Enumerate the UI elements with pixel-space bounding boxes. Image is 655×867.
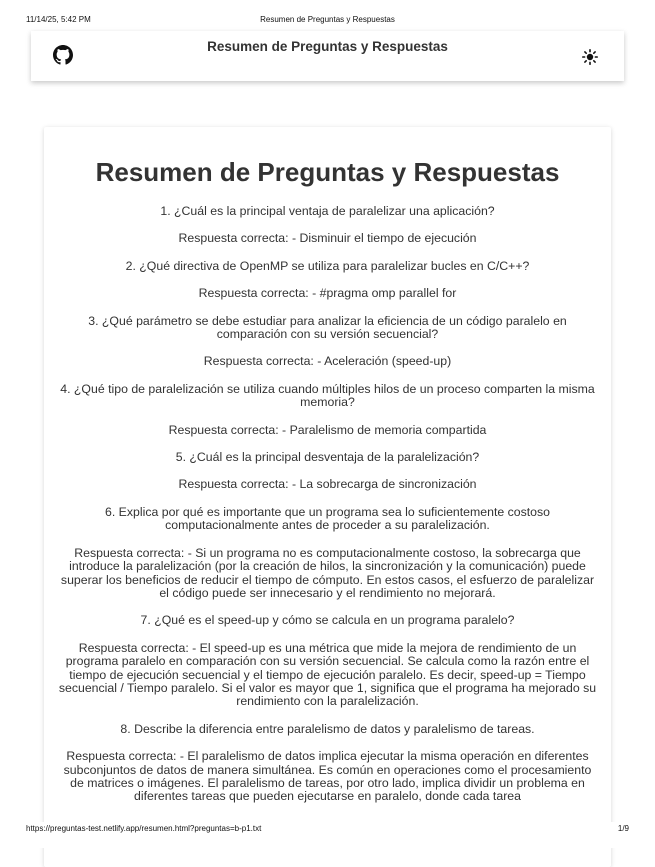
answer-text: Respuesta correcta: - #pragma omp parallel for [198, 286, 457, 301]
print-footer [0, 822, 655, 848]
sun-icon[interactable] [582, 49, 598, 65]
question-text: 2. ¿Qué directiva de OpenMP se utiliza para paralelizar bucles en C/C++? [125, 258, 530, 273]
answer-text: Respuesta correcta: - La sobrecarga de sincronización [178, 477, 477, 492]
page-title: Resumen de Preguntas y Respuestas [95, 157, 560, 187]
answer-text: Respuesta correcta: - El paralelismo de datos implica ejecutar la misma operación en diferentes subconjuntos de datos de manera simultánea. Es común en operaciones como el procesamiento de matrices o imágenes. El paralelismo de tareas, por otro lado, implica dividir un problema en diferentes tareas que pueden ejecutarse en paralelo, donde cada tarea [63, 749, 592, 804]
navbar-title: Resumen de Preguntas y Respuestas [207, 39, 448, 54]
question-text: 5. ¿Cuál es la principal desventaja de la paralelización? [175, 450, 480, 465]
answer-text: Respuesta correcta: - Si un programa no es computacionalmente costoso, la sobrecarga que introduce la paralelización (por la creación de hilos, la sincronización y la comunicación) puede superar los beneficios de reducir el tiempo de cómputo. En estos casos, el esfuerzo de paralelizar el código puede ser innecesario y el rendimiento no mejorará. [60, 545, 595, 600]
print-header [0, 0, 655, 22]
navbar [31, 31, 624, 81]
print-datetime: 11/14/25, 5:42 PM [26, 15, 91, 24]
question-text: 3. ¿Qué parámetro se debe estudiar para analizar la eficiencia de un código paralelo en comparación con su versión secuencial? [88, 313, 567, 342]
print-url: https://preguntas-test.netlify.app/resumen.html?preguntas=b-p1.txt [26, 824, 262, 833]
question-text: 6. Explica por qué es importante que un programa sea lo suficientemente costoso computacionalmente antes de proceder a su paralelización. [105, 504, 550, 533]
print-doc-title: Resumen de Preguntas y Respuestas [260, 15, 395, 24]
question-text: 1. ¿Cuál es la principal ventaja de paralelizar una aplicación? [160, 204, 495, 218]
answer-text: Respuesta correcta: - Paralelismo de memoria compartida [168, 422, 487, 437]
question-text: 8. Describe la diferencia entre paralelismo de datos y paralelismo de tareas. [120, 721, 535, 736]
answer-text: Respuesta correcta: - Disminuir el tiempo de ejecución [178, 231, 477, 246]
answer-text: Respuesta correcta: - Aceleración (speed-up) [203, 354, 452, 369]
question-text: 7. ¿Qué es el speed-up y cómo se calcula en un programa paralelo? [140, 613, 515, 628]
question-text: 4. ¿Qué tipo de paralelización se utiliza cuando múltiples hilos de un proceso comparten la misma memoria? [60, 381, 595, 410]
print-page-number: 1/9 [617, 824, 629, 833]
summary-card [44, 127, 611, 867]
qa-list [56, 205, 599, 818]
answer-text: Respuesta correcta: - El speed-up es una métrica que mide la mejora de rendimiento de un programa paralelo en comparación con su versión secuencial. Se calcula como la razón entre el tiempo de ejecución secuencial y el tiempo de ejecución paralelo. Es decir, speed-up = Tiempo secuencial / Tiempo paralelo. Si el valor es mayor que 1, significa que el programa ha mejorado su rendimiento con la paralelización. [58, 640, 597, 709]
